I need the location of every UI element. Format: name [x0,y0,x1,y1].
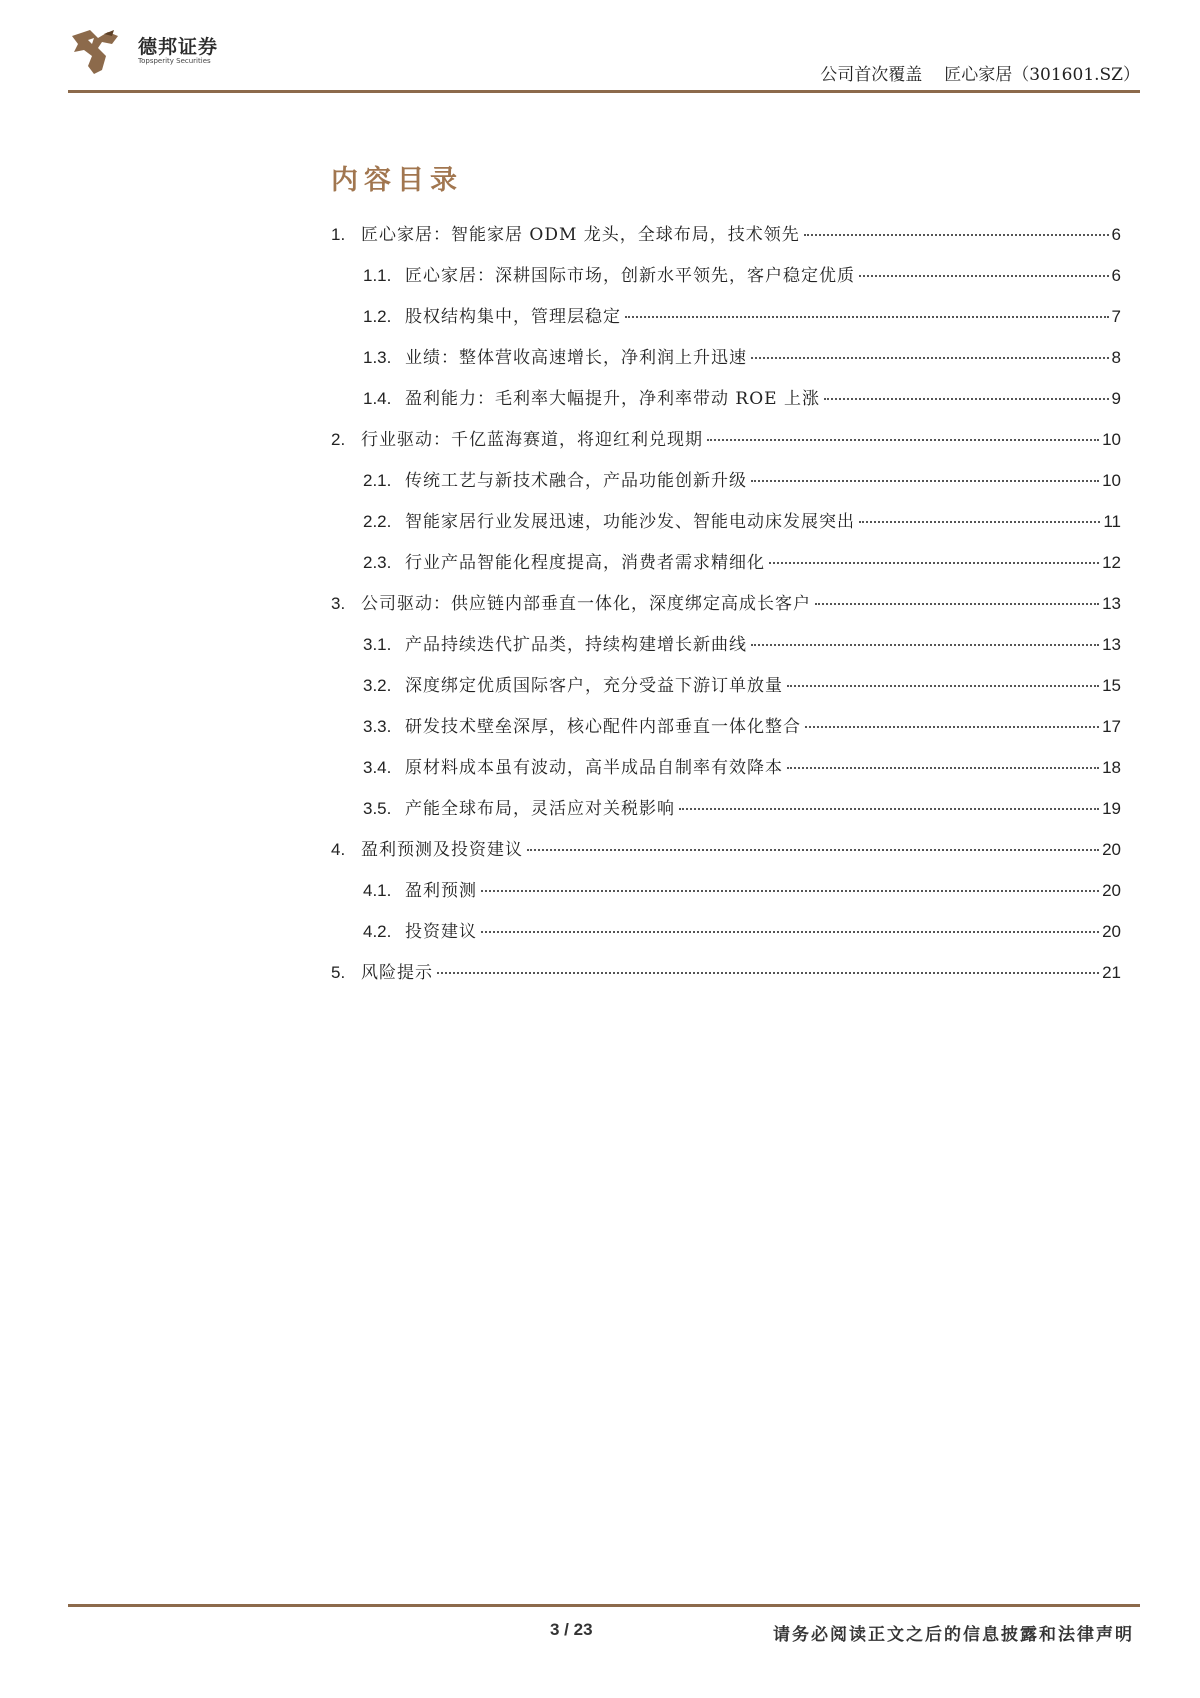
toc-entry-page: 10 [1102,430,1121,449]
toc-entry-number: 4.2. [363,922,392,941]
toc-entry-page: 20 [1102,922,1121,941]
toc-entry[interactable] [363,261,1121,291]
toc-entry-number: 2.1. [363,471,392,490]
toc-entry-title: 研发技术壁垒深厚，核心配件内部垂直一体化整合 [405,717,801,737]
toc-entry[interactable] [363,712,1121,742]
toc-entry[interactable] [331,220,1121,250]
toc-entry-title: 风险提示 [361,963,433,983]
report-header-info [820,60,1140,85]
toc-entry[interactable] [363,794,1121,824]
toc-entry-title: 盈利预测 [405,881,477,901]
toc-entry-title: 原材料成本虽有波动，高半成品自制率有效降本 [405,758,783,778]
footer-divider [68,1604,1140,1607]
toc-entry[interactable] [331,835,1121,865]
toc-entry-page: 13 [1102,594,1121,613]
toc-entry-title: 盈利能力：毛利率大幅提升，净利率带动 ROE 上涨 [405,389,820,409]
toc-entry-number: 5. [331,963,346,982]
toc-leader-dots [481,931,1099,933]
toc-entry-page: 7 [1111,307,1121,326]
toc-entry[interactable] [363,302,1121,332]
toc-leader-dots [787,767,1099,769]
toc-entry-page: 20 [1102,840,1121,859]
toc-leader-dots [527,849,1099,851]
toc-entry-page: 15 [1102,676,1121,695]
toc-entry[interactable] [363,630,1121,660]
toc-entry-title: 股权结构集中，管理层稳定 [405,307,621,327]
toc-entry-title: 匠心家居：深耕国际市场，创新水平领先，客户稳定优质 [405,266,855,286]
disclaimer-note: 请务必阅读正文之后的信息披露和法律声明 [773,1625,1134,1645]
toc-leader-dots [859,521,1100,523]
toc-leader-dots [805,726,1099,728]
toc-entry-number: 2. [331,430,346,449]
toc-entry[interactable] [331,958,1121,988]
toc-leader-dots [751,644,1099,646]
report-type: 公司首次覆盖 [820,65,923,85]
toc-entry-title: 传统工艺与新技术融合，产品功能创新升级 [405,471,747,491]
toc-entry-number: 3.4. [363,758,392,777]
toc-title: 内容目录 [331,165,463,196]
toc-leader-dots [787,685,1099,687]
toc-entry-title: 盈利预测及投资建议 [361,840,523,860]
toc-leader-dots [481,890,1099,892]
toc-entry-number: 1.1. [363,266,392,285]
toc-entry[interactable] [363,917,1121,947]
toc-entry-page: 6 [1111,225,1121,244]
dragon-logo-icon [68,26,122,78]
toc-entry-number: 1. [331,225,346,244]
toc-entry[interactable] [363,507,1121,537]
toc-entry-page: 6 [1111,266,1121,285]
toc-entry-number: 1.2. [363,307,392,326]
toc-entry-number: 4. [331,840,346,859]
toc-leader-dots [679,808,1099,810]
toc-entry-number: 2.2. [363,512,392,531]
toc-entry-title: 行业产品智能化程度提高，消费者需求精细化 [405,553,765,573]
toc-entry-title: 产能全球布局，灵活应对关税影响 [405,799,675,819]
toc-entry-number: 3.3. [363,717,392,736]
toc-entry-page: 18 [1102,758,1121,777]
toc-entry[interactable] [331,589,1121,619]
toc-leader-dots [815,603,1099,605]
toc-entry-page: 12 [1102,553,1121,572]
toc-entry-page: 8 [1111,348,1121,367]
toc-leader-dots [707,439,1099,441]
toc-entry-title: 行业驱动：千亿蓝海赛道，将迎红利兑现期 [361,430,703,450]
toc-leader-dots [804,234,1109,236]
toc-entry[interactable] [363,343,1121,373]
company-logo [68,22,218,82]
toc-entry-page: 17 [1102,717,1121,736]
toc-entry-number: 3.1. [363,635,392,654]
toc-entry-page: 19 [1102,799,1121,818]
toc-entry-page: 21 [1102,963,1121,982]
toc-entry-number: 3.5. [363,799,392,818]
toc-entry-title: 匠心家居：智能家居 ODM 龙头，全球布局，技术领先 [361,225,800,245]
toc-leader-dots [859,275,1109,277]
toc-entry-title: 深度绑定优质国际客户，充分受益下游订单放量 [405,676,783,696]
toc-entry-title: 公司驱动：供应链内部垂直一体化，深度绑定高成长客户 [361,594,811,614]
toc-entry-title: 产品持续迭代扩品类，持续构建增长新曲线 [405,635,747,655]
toc-entry-page: 9 [1111,389,1121,408]
toc-leader-dots [437,972,1099,974]
toc-entry[interactable] [363,466,1121,496]
toc-entry[interactable] [363,671,1121,701]
toc-entry-page: 13 [1102,635,1121,654]
toc-entry-page: 20 [1102,881,1121,900]
toc-leader-dots [751,357,1109,359]
toc-leader-dots [625,316,1109,318]
logo-english-name: Topsperity Securities [138,57,211,65]
toc-entry-title: 业绩：整体营收高速增长，净利润上升迅速 [405,348,747,368]
toc-leader-dots [751,480,1099,482]
page-header [68,22,1140,92]
header-divider [68,90,1140,93]
toc-entry-title: 投资建议 [405,922,477,942]
toc-entry[interactable] [331,425,1121,455]
toc-entry-number: 2.3. [363,553,392,572]
toc-entry-number: 1.4. [363,389,392,408]
toc-leader-dots [769,562,1099,564]
toc-entry[interactable] [363,753,1121,783]
toc-leader-dots [824,398,1109,400]
toc-entry-page: 11 [1103,512,1121,531]
toc-entry[interactable] [363,876,1121,906]
toc-entry-number: 3. [331,594,346,613]
toc-entry[interactable] [363,548,1121,578]
toc-entry-page: 10 [1102,471,1121,490]
page-indicator: 3 / 23 [550,1620,593,1639]
toc-entry-number: 3.2. [363,676,392,695]
toc-entry-number: 4.1. [363,881,392,900]
logo-chinese-name: 德邦证券 [138,36,219,58]
toc-entry-number: 1.3. [363,348,392,367]
toc-entry-title: 智能家居行业发展迅速，功能沙发、智能电动床发展突出 [405,512,855,532]
toc-entry[interactable] [363,384,1121,414]
company-ticker: 匠心家居（301601.SZ） [944,65,1140,85]
